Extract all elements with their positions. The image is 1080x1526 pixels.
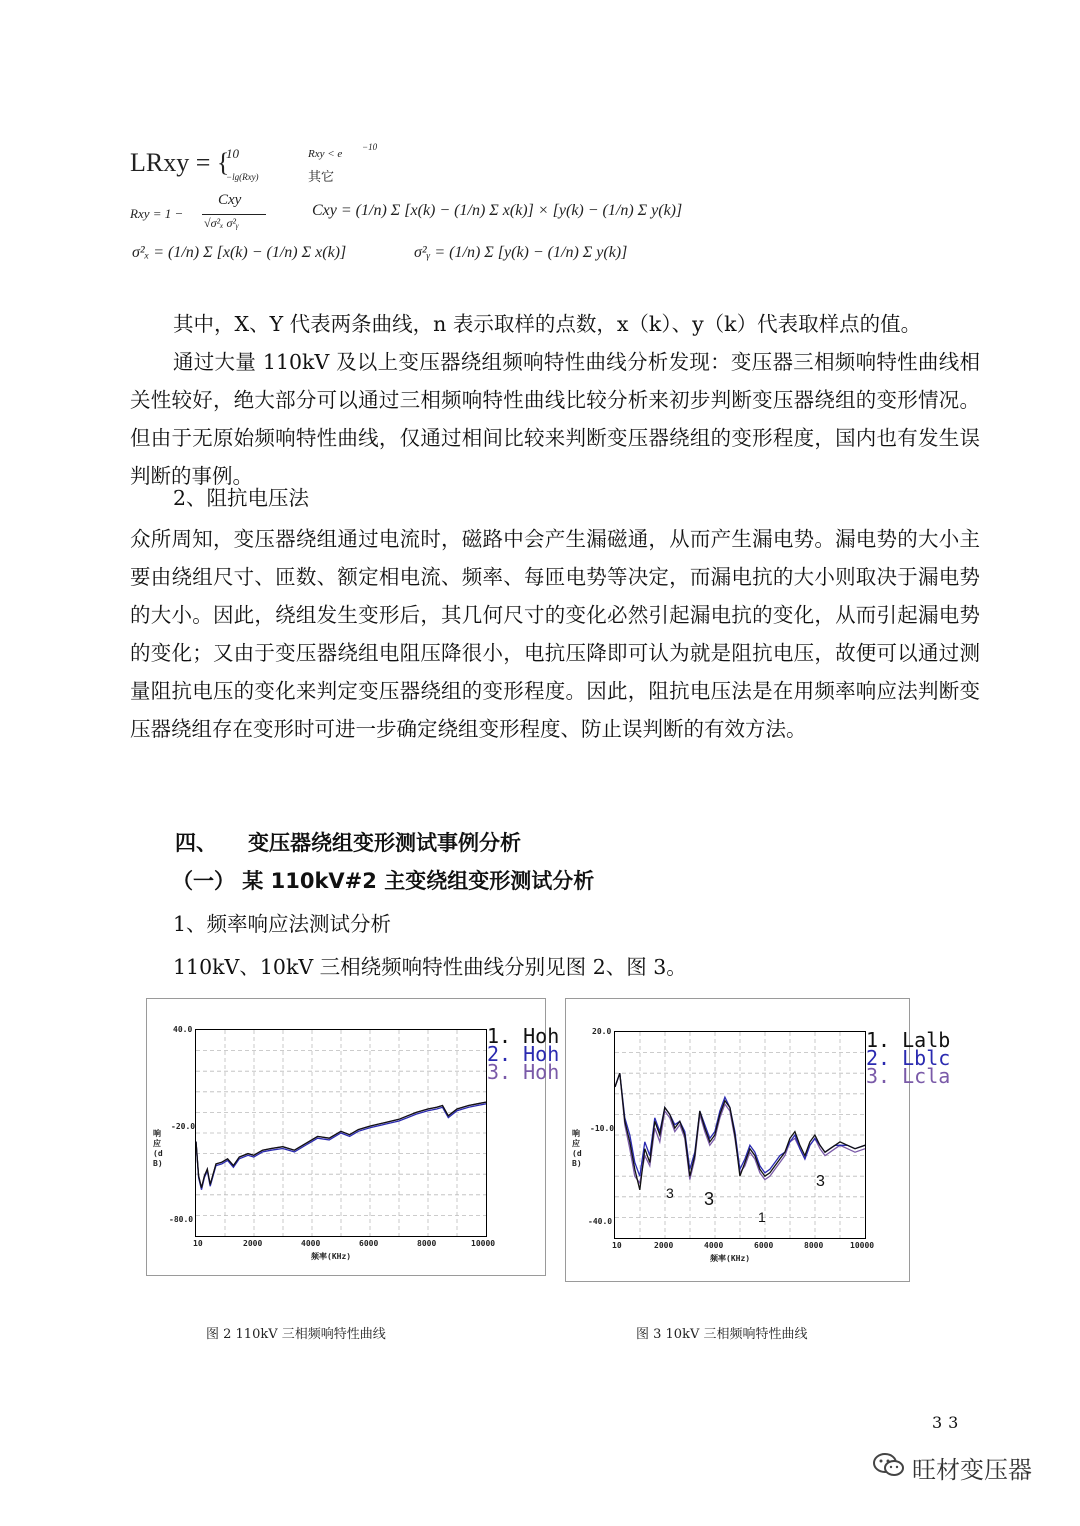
legend-item: 2. Hoh (487, 1042, 560, 1066)
x-tick: 10 (193, 1239, 203, 1248)
figure-3-plot-area (614, 1031, 866, 1239)
formula-rxy-den: √σ²ₓ σ²ᵧ (204, 216, 239, 230)
formula-cxy: Cxy = (1/n) Σ [x(k) − (1/n) Σ x(k)] × [y(k) − (1/n) Σ y(k)] (312, 202, 683, 219)
x-tick: 6000 (359, 1239, 379, 1248)
formula-rxy (130, 192, 300, 242)
annotation-label: 1 (758, 1209, 766, 1225)
y-tick: 20.0 (592, 1027, 612, 1036)
y-tick: -20.0 (171, 1122, 196, 1131)
figure-3-caption: 图 3 10kV 三相频响特性曲线 (636, 1327, 808, 1342)
y-tick: -10.0 (590, 1124, 615, 1133)
figure-2-chart (196, 1030, 486, 1236)
formula-lrxy-case1-val: 10 (226, 146, 239, 161)
x-tick: 8000 (804, 1241, 824, 1250)
section-heading-number: 四、 (175, 831, 217, 855)
formula-sigma-y: σ²ᵧ = (1/n) Σ [y(k) − (1/n) Σ y(k)] (414, 244, 628, 261)
heading-frequency-response: 1、频率响应法测试分析 (173, 912, 392, 936)
formula-lrxy-lhs: LRxy = { (130, 148, 230, 177)
x-tick: 10000 (471, 1239, 496, 1248)
y-tick: -40.0 (588, 1217, 613, 1226)
figure-2 (146, 998, 560, 1276)
x-tick: 4000 (301, 1239, 321, 1248)
section-heading-title: 变压器绕组变形测试事例分析 (248, 831, 521, 855)
x-axis-label: 频率(KHz) (710, 1254, 751, 1263)
formula-rxy-lhs: Rxy = 1 − (130, 206, 184, 221)
paragraph-variables: 其中，X、Y 代表两条曲线，n 表示取样的点数，x（k）、y（k）代表取样点的值。 (173, 312, 922, 336)
paragraph-analysis: 通过大量 110kV 及以上变压器绕组频响特性曲线分析发现：变压器三相频响特性曲线相关性较好，绝大部分可以通过三相频响特性曲线比较分析来初步判断变压器绕组的变形情况。但由于无原始频响特性曲线，仅通过相间比较来判断变压器绕组的变形程度，国内也有发生误判断的事例。 (130, 350, 980, 488)
annotation-label: 3 (704, 1189, 715, 1209)
figure-2-caption: 图 2 110kV 三相频响特性曲线 (206, 1327, 386, 1342)
x-tick: 2000 (243, 1239, 263, 1248)
legend-item: 3. Lcla (866, 1064, 951, 1088)
subsection-heading: （一） 某 110kV#2 主变绕组变形测试分析 (172, 869, 595, 893)
annotation-label: 3 (666, 1185, 674, 1201)
heading-impedance-method: 2、阻抗电压法 (173, 486, 310, 510)
figure-2-plot-area (195, 1029, 487, 1237)
wechat-icon (872, 1451, 906, 1479)
figure-3-chart (615, 1032, 865, 1238)
y-tick: 40.0 (173, 1025, 193, 1034)
x-tick: 10 (612, 1241, 622, 1250)
formula-rxy-num: Cxy (218, 192, 242, 208)
legend-item: 3. Hoh (487, 1060, 560, 1084)
y-axis-label: 响应(dB) (572, 1129, 582, 1168)
watermark-text: 旺材变压器 (912, 1456, 1032, 1484)
formula-fraction-bar (202, 214, 266, 215)
formula-lrxy-case2-cond: 其它 (308, 170, 335, 185)
paragraph-figure-ref: 110kV、10kV 三相绕频响特性曲线分别见图 2、图 3。 (173, 955, 687, 979)
page-number: 33 (932, 1413, 965, 1432)
x-tick: 4000 (704, 1241, 724, 1250)
formula-lrxy-case2-val: −lg(Rxy) (226, 172, 259, 182)
y-axis-label: 响应(dB) (153, 1129, 163, 1168)
formula-lrxy-case1-exp: −10 (362, 142, 378, 152)
formula-sigma-x: σ²ₓ = (1/n) Σ [x(k) − (1/n) Σ x(k)] (132, 244, 347, 261)
figure-3 (565, 998, 951, 1282)
paragraph-impedance: 众所周知，变压器绕组通过电流时，磁路中会产生漏磁通，从而产生漏电势。漏电势的大小主要由绕组尺寸、匝数、额定相电流、频率、每匝电势等决定，而漏电抗的大小则取决于漏电势的大小。因此，绕组发生变形后，其几何尺寸的变化必然引起漏电抗的变化，从而引起漏电势的变化；又由于变压器绕组电阻压降很小，电抗压降即可认为就是阻抗电压，故便可以通过测量阻抗电压的变化来判定变压器绕组的变形程度。因此，阻抗电压法是在用频率响应法判断变压器绕组存在变形时可进一步确定绕组变形程度、防止误判断的有效方法。 (130, 527, 980, 741)
x-tick: 10000 (850, 1241, 875, 1250)
x-tick: 6000 (754, 1241, 774, 1250)
legend-item: 2. Lblc (866, 1046, 951, 1070)
x-tick: 8000 (417, 1239, 437, 1248)
legend-item: 1. Hoh (487, 1024, 560, 1048)
formula-lrxy (130, 142, 460, 194)
formula-lrxy-case1-cond: Rxy < e (308, 148, 343, 160)
x-tick: 2000 (654, 1241, 674, 1250)
x-axis-label: 频率(KHz) (311, 1252, 352, 1261)
legend-item: 1. Lalb (866, 1028, 951, 1052)
annotation-label: 3 (816, 1173, 825, 1190)
y-tick: -80.0 (169, 1215, 194, 1224)
